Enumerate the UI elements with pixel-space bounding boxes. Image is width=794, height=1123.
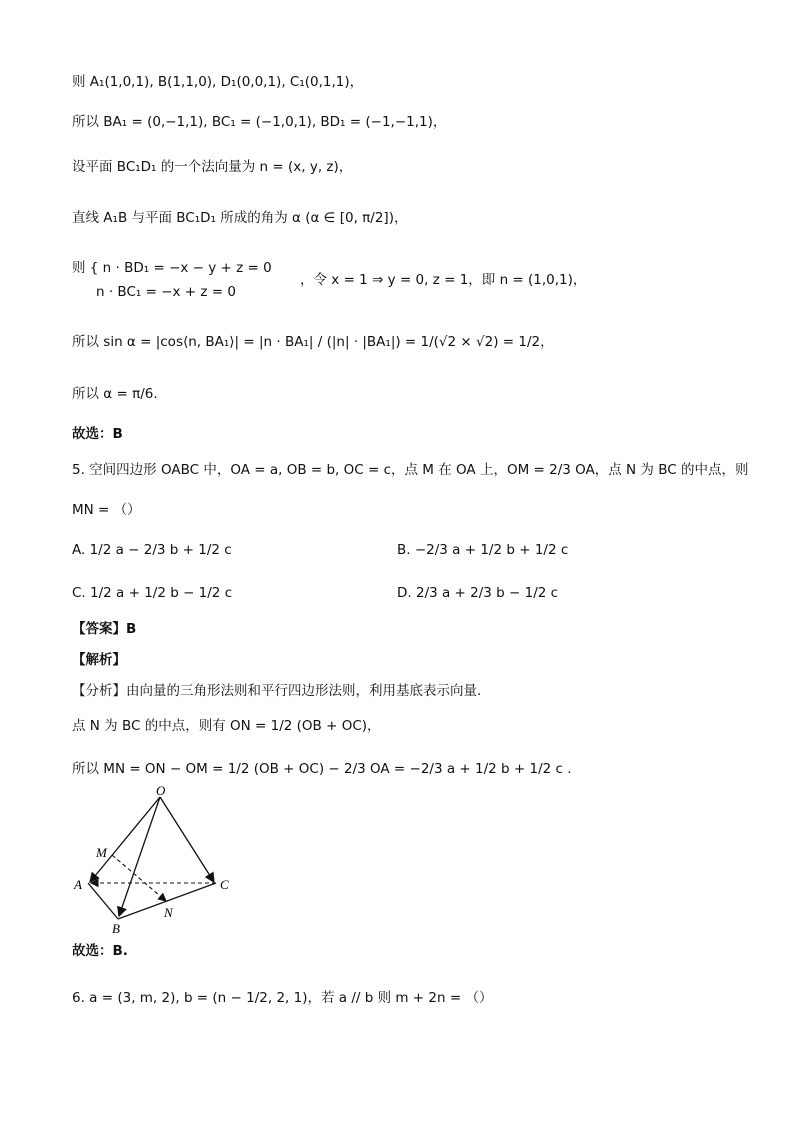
label-n: N (164, 905, 173, 920)
line-normal-vector: 设平面 BC₁D₁ 的一个法向量为 n = (x, y, z)， (72, 159, 353, 175)
option-c: C. 1/2 a + 1/2 b − 1/2 c (72, 585, 233, 601)
line-vectors: 所以 BA₁ = (0,−1,1), BC₁ = (−1,0,1), BD₁ = (−1,−1,1)， (72, 114, 447, 130)
label-b: B (112, 921, 120, 935)
option-d: D. 2/3 a + 2/3 b − 1/2 c (397, 585, 559, 601)
line-system-2: n · BC₁ = −x + z = 0 (96, 284, 236, 300)
analysis-label: 【解析】 (72, 652, 126, 668)
question-6-stem: 6. a = (3, m, 2), b = (n − 1/2, 2, 1)，若 a // b 则 m + 2n = （） (72, 990, 493, 1006)
label-c: C (220, 877, 229, 892)
label-o: O (156, 785, 166, 798)
solution-step-2: 所以 MN = ON − OM = 1/2 (OB + OC) − 2/3 OA = −2/3 a + 1/2 b + 1/2 c . (72, 761, 572, 777)
analysis-summary: 【分析】由向量的三角形法则和平行四边形法则，利用基底表示向量. (72, 683, 482, 699)
segment-mn-dashed (112, 855, 166, 901)
edge-ob (119, 797, 160, 916)
edge-oa (90, 797, 160, 882)
tetrahedron-diagram (70, 785, 240, 935)
line-angle-def: 直线 A₁B 与平面 BC₁D₁ 所成的角为 α (α ∈ [0, π/2])， (72, 210, 408, 226)
answer-label: 【答案】B (72, 621, 137, 637)
line-choose-b-1: 故选：B (72, 426, 123, 442)
line-sin-alpha: 所以 sin α = |cos⟨n, BA₁⟩| = |n · BA₁| / (|n| · |BA₁|) = 1/(√2 × √2) = 1/2， (72, 334, 554, 350)
label-m: M (96, 845, 107, 860)
edge-ab (88, 883, 118, 919)
edge-oc (160, 797, 214, 882)
option-b: B. −2/3 a + 1/2 b + 1/2 c (397, 542, 569, 558)
question-5-stem-cont: MN = （） (72, 502, 141, 518)
option-a: A. 1/2 a − 2/3 b + 1/2 c (72, 542, 232, 558)
label-a: A (74, 877, 82, 892)
line-system-1: 则 { n · BD₁ = −x − y + z = 0 (72, 260, 272, 276)
line-system-solution: ，令 x = 1 ⇒ y = 0, z = 1，即 n = (1,0,1)， (300, 272, 587, 288)
question-5-stem: 5. 空间四边形 OABC 中，OA = a, OB = b, OC = c，点 M 在 OA 上，OM = 2/3 OA，点 N 为 BC 的中点，则 (72, 462, 749, 478)
line-choose-b-2: 故选：B. (72, 943, 128, 959)
line-alpha-result: 所以 α = π/6. (72, 386, 158, 402)
tetrahedron-figure (70, 785, 240, 935)
line-coordinates: 则 A₁(1,0,1), B(1,1,0), D₁(0,0,1), C₁(0,1,1)， (72, 74, 364, 90)
solution-step-1: 点 N 为 BC 的中点，则有 ON = 1/2 (OB + OC)， (72, 718, 381, 734)
